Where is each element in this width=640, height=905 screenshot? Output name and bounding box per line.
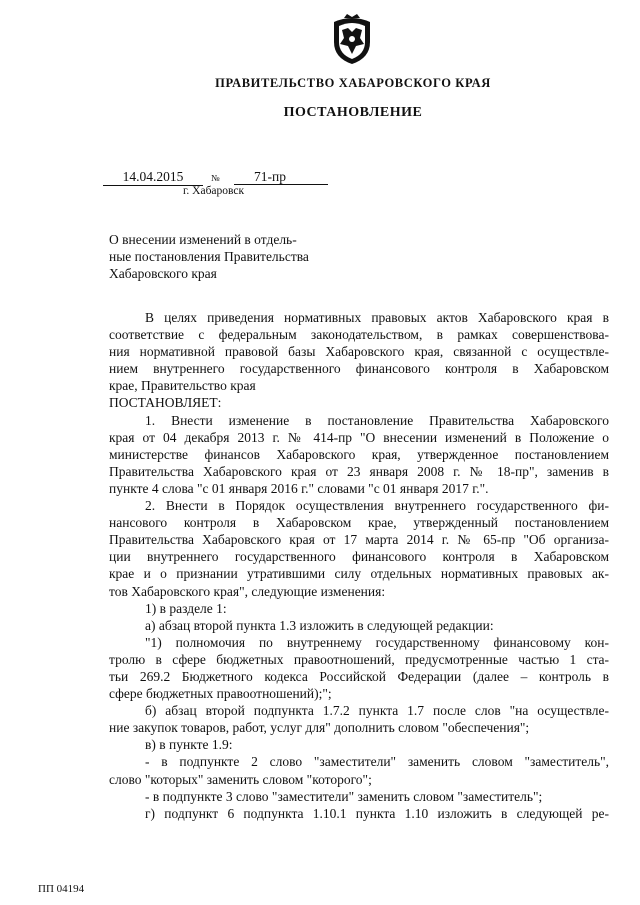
body-line: ние закупок товаров, работ, услуг для" дополнить словом "обеспечения"; — [109, 720, 530, 736]
body-line: крае, Правительство края — [109, 378, 256, 394]
decree-body — [109, 309, 609, 822]
body-line: 1. Внести изменение в постановление Правительства Хабаровского — [145, 412, 609, 428]
body-line: ния нормативной правовой базы Хабаровского края, связанной с осуществле- — [109, 344, 609, 360]
body-line: тов Хабаровского края", следующие изменения: — [109, 583, 386, 599]
decree-number: 71-пр — [234, 169, 328, 185]
body-line: тролю в сфере бюджетных правоотношений, предусмотренные частью 1 стa- — [109, 651, 609, 667]
body-line: г) подпункт 6 подпункта 1.10.1 пункта 1.10 изложить в следующей ре- — [145, 805, 609, 821]
government-name: ПРАВИТЕЛЬСТВО ХАБАРОВСКОГО КРАЯ — [215, 76, 491, 90]
body-line: В целях приведения нормативных правовых актов Хабаровского края в — [145, 310, 609, 325]
decree-date: 14.04.2015 — [103, 169, 203, 186]
coat-of-arms-emblem — [330, 12, 374, 66]
body-line: - в подпункте 2 слово "заместители" заменить словом "заместитель", — [145, 754, 609, 770]
body-line: сфере бюджетных правоотношений);"; — [109, 686, 332, 702]
body-line: слово "которых" заменить словом "которого"; — [109, 771, 372, 787]
body-line: тьи 269.2 Бюджетного кодекса Российской Федерации (далее – контроль в — [109, 668, 609, 684]
body-line: ции внутреннего государственного финансового контроля в Хабаровском — [109, 549, 609, 565]
body-line: в) в пункте 1.9: — [145, 737, 233, 753]
city: г. Хабаровск — [183, 185, 245, 197]
subject-line: Хабаровского края — [109, 266, 217, 282]
decree-subject — [109, 233, 337, 284]
body-line: края от 04 декабря 2013 г. № 414-пр "О внесении изменений в Положение о — [109, 429, 609, 445]
body-line: министерстве финансов Хабаровского края, утвержденное постановлением — [109, 446, 609, 462]
body-line: нансового контроля в Хабаровском крае, утвержденный постановлением — [109, 515, 609, 531]
subject-line: ные постановления Правительства — [109, 249, 309, 265]
body-line: а) абзац второй пункта 1.3 изложить в следующей редакции: — [145, 617, 494, 633]
footer-code: ПП 04194 — [38, 883, 85, 895]
body-line: - в подпункте 3 слово "заместители" заменить словом "заместитель"; — [145, 788, 543, 804]
body-line: Правительства Хабаровского края от 17 марта 2014 г. № 65-пр "Об организа- — [109, 532, 609, 548]
subject-line: О внесении изменений в отдель- — [109, 232, 297, 247]
document-type: ПОСТАНОВЛЕНИЕ — [283, 105, 423, 120]
body-line: ПОСТАНОВЛЯЕТ: — [109, 395, 222, 411]
body-line: 2. Внести в Порядок осуществления внутреннего государственного фи- — [145, 498, 609, 514]
body-line: б) абзац второй подпункта 1.7.2 пункта 1.7 после слов "на осуществле- — [145, 703, 609, 719]
body-line: крае и о признании утратившими силу отдельных нормативных правовых ак- — [109, 566, 609, 582]
body-line: 1) в разделе 1: — [145, 600, 227, 616]
body-line: Правительства Хабаровского края от 23 января 2008 г. № 18-пр", заменив в — [109, 463, 609, 479]
body-line: соответствие с федеральным законодательством, в рамках совершенствова- — [109, 327, 609, 343]
number-label: № — [211, 173, 220, 183]
body-line: "1) полномочия по внутреннему государственному финансовому кон- — [145, 634, 609, 650]
body-line: нием внутреннего государственного финансового контроля в Хабаровском — [109, 361, 609, 377]
body-line: пункте 4 слова "с 01 января 2016 г." словами "с 01 января 2017 г.". — [109, 480, 489, 496]
